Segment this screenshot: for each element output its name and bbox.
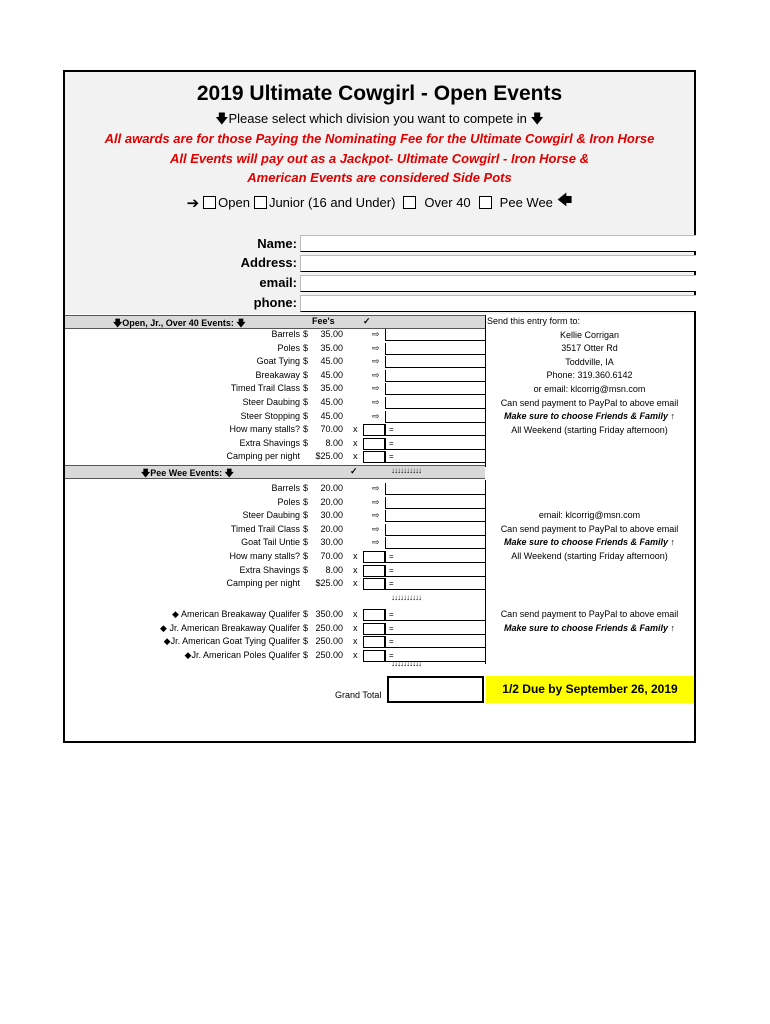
subtitle-text: Please select which division you want to compete in xyxy=(228,111,527,126)
quantity-field[interactable] xyxy=(363,424,385,436)
address-label: Address: xyxy=(240,255,297,270)
dollar-sign: $ xyxy=(303,329,309,339)
name-field[interactable] xyxy=(300,235,696,252)
down-arrows-icon: ↓↓↓↓↓↓↓↓↓↓ xyxy=(391,593,421,602)
event-label: Barrels xyxy=(271,483,300,493)
equals-sign: = xyxy=(389,650,394,660)
quantity-field[interactable] xyxy=(363,609,385,621)
times-sign: x xyxy=(353,636,358,647)
times-sign: x xyxy=(353,609,358,619)
pee-wee-band xyxy=(65,465,485,479)
dollar-sign: $ xyxy=(303,609,309,619)
info-line: Can send payment to PayPal to above email xyxy=(500,523,679,534)
fee-amount: $25.00 xyxy=(315,578,343,589)
due-date-banner: 1/2 Due by September 26, 2019 xyxy=(486,676,694,703)
equals-sign: = xyxy=(389,579,394,589)
division-selector xyxy=(65,190,694,215)
check-icon: ✓ xyxy=(350,466,358,476)
event-label: ◆Jr. American Poles Qualifer xyxy=(184,649,300,660)
arrow-icon: ⇨ xyxy=(372,383,380,394)
entry-field[interactable] xyxy=(385,483,485,495)
division-pee-wee-label: Pee Wee xyxy=(499,195,553,210)
arrow-icon: ⇨ xyxy=(372,329,380,339)
grand-total-field[interactable] xyxy=(387,676,484,703)
entry-field[interactable] xyxy=(385,510,485,522)
fee-amount: 30.00 xyxy=(320,510,343,521)
equals-sign: = xyxy=(389,552,394,561)
event-label: Barrels xyxy=(271,329,300,339)
times-sign: x xyxy=(353,424,358,435)
total-field[interactable] xyxy=(385,609,485,621)
total-field[interactable] xyxy=(385,623,485,635)
info-line: Toddville, IA xyxy=(565,356,614,367)
entry-field[interactable] xyxy=(385,497,485,509)
info-line: Can send payment to PayPal to above email xyxy=(500,609,679,619)
subtitle xyxy=(65,110,694,132)
down-arrow-icon: 🡇 xyxy=(530,111,544,126)
event-label: Camping per night xyxy=(226,578,300,589)
fee-amount: 45.00 xyxy=(320,410,343,421)
side-pots-note: American Events are considered Side Pots xyxy=(247,170,512,185)
phone-field[interactable] xyxy=(300,295,696,312)
equals-sign: = xyxy=(389,425,394,435)
division-over-40-label: Over 40 xyxy=(424,195,471,210)
event-label: Steer Stopping xyxy=(240,410,300,421)
fee-amount: $25.00 xyxy=(315,451,343,462)
fee-amount: 250.00 xyxy=(315,622,343,633)
dollar-sign: $ xyxy=(303,622,309,633)
event-label: Timed Trail Class xyxy=(230,523,300,534)
grand-total-label: Grand Total xyxy=(335,690,382,700)
awards-note: All awards are for those Paying the Nominating Fee for the Ultimate Cowgirl & Iron Horse xyxy=(104,131,655,146)
arrow-icon: ⇨ xyxy=(372,537,380,548)
jackpot-note: All Events will pay out as a Jackpot- Ultimate Cowgirl - Iron Horse & xyxy=(170,151,589,166)
info-line: All Weekend (starting Friday afternoon) xyxy=(511,550,668,561)
division-open-label: Open xyxy=(218,195,250,210)
event-label: Steer Daubing xyxy=(242,510,300,521)
dollar-sign: $ xyxy=(303,564,309,575)
event-label: Steer Daubing xyxy=(242,397,300,407)
info-line: email: klcorrig@msn.com xyxy=(538,510,641,520)
info-line: Make sure to choose Friends & Family ↑ xyxy=(503,537,676,548)
times-sign: x xyxy=(353,437,358,448)
dollar-sign: $ xyxy=(303,523,309,534)
right-arrow-icon: ➔ xyxy=(186,194,200,212)
fees-label: Fee's xyxy=(312,316,335,326)
total-field[interactable] xyxy=(385,551,485,563)
fee-amount: 350.00 xyxy=(315,609,343,619)
dollar-sign: $ xyxy=(303,369,309,380)
email-label: email: xyxy=(259,275,297,290)
checkbox-junior[interactable] xyxy=(254,196,267,209)
entry-field[interactable] xyxy=(385,411,485,423)
contact-section xyxy=(65,234,694,314)
times-sign: x xyxy=(353,578,358,589)
equals-sign: = xyxy=(389,438,394,448)
checkbox-pee-wee[interactable] xyxy=(479,196,492,209)
arrow-icon: ⇨ xyxy=(372,410,380,421)
info-line: 3517 Otter Rd xyxy=(561,343,618,354)
times-sign: x xyxy=(353,564,358,575)
fee-amount: 8.00 xyxy=(325,564,343,575)
dollar-sign: $ xyxy=(303,510,309,521)
page-title: 2019 Ultimate Cowgirl - Open Events xyxy=(196,82,563,105)
dollar-sign: $ xyxy=(303,636,309,647)
event-label: Camping per night xyxy=(226,451,300,462)
times-sign: x xyxy=(353,622,358,633)
equals-sign: = xyxy=(389,565,394,575)
equals-sign: = xyxy=(389,452,394,462)
left-arrow-icon: 🡄 xyxy=(556,192,573,209)
dollar-sign: $ xyxy=(303,483,309,493)
dollar-sign: $ xyxy=(303,537,309,548)
quantity-field[interactable] xyxy=(363,650,385,662)
fee-amount: 70.00 xyxy=(320,551,343,561)
arrow-icon: ⇨ xyxy=(372,523,380,534)
down-arrows-icon: ↓↓↓↓↓↓↓↓↓↓ xyxy=(391,659,421,668)
dollar-sign: $ xyxy=(303,383,309,394)
info-line: Send this entry form to: xyxy=(487,316,581,326)
division-junior-label: Junior (16 and Under) xyxy=(268,195,396,210)
checkbox-over-40[interactable] xyxy=(403,196,416,209)
entry-field[interactable] xyxy=(385,524,485,536)
fee-amount: 35.00 xyxy=(320,329,343,339)
event-label: ◆ Jr. American Breakaway Qualifer xyxy=(160,622,300,633)
fee-amount: 20.00 xyxy=(320,483,343,493)
event-label: Extra Shavings xyxy=(239,564,300,575)
times-sign: x xyxy=(353,551,358,561)
dollar-sign: $ xyxy=(303,496,309,507)
info-line: Can send payment to PayPal to above email xyxy=(500,397,679,408)
info-line: Make sure to choose Friends & Family ↑ xyxy=(503,622,676,633)
down-arrows-icon: ↓↓↓↓↓↓↓↓↓↓ xyxy=(391,466,421,475)
dollar-sign: $ xyxy=(303,424,309,435)
quantity-field[interactable] xyxy=(363,438,385,450)
email-field[interactable] xyxy=(300,275,696,292)
total-field[interactable] xyxy=(385,578,485,590)
fee-amount: 45.00 xyxy=(320,356,343,367)
entry-form xyxy=(63,70,696,743)
event-label: ◆ American Breakaway Qualifer xyxy=(172,609,300,619)
dollar-sign: $ xyxy=(303,437,309,448)
fee-amount: 35.00 xyxy=(320,383,343,394)
times-sign: x xyxy=(353,451,358,462)
address-field[interactable] xyxy=(300,255,696,272)
event-label: Goat Tail Untie xyxy=(241,537,300,548)
info-line: Make sure to choose Friends & Family ↑ xyxy=(503,411,676,422)
dollar-sign: $ xyxy=(303,356,309,367)
open-events-band xyxy=(65,315,485,329)
info-line: Phone: 319.360.6142 xyxy=(546,370,633,381)
arrow-icon: ⇨ xyxy=(372,496,380,507)
dollar-sign: $ xyxy=(303,397,309,407)
checkbox-open[interactable] xyxy=(203,196,216,209)
down-arrow-icon: 🡇 xyxy=(215,111,229,126)
info-line: All Weekend (starting Friday afternoon) xyxy=(511,424,668,435)
fee-amount: 45.00 xyxy=(320,397,343,407)
pee-wee-heading: 🡇Pee Wee Events: 🡇 xyxy=(141,468,234,478)
info-line: Kellie Corrigan xyxy=(559,329,620,340)
event-label: Poles xyxy=(277,342,300,353)
fee-amount: 70.00 xyxy=(320,424,343,435)
arrow-icon: ⇨ xyxy=(372,397,380,407)
arrow-icon: ⇨ xyxy=(372,342,380,353)
fee-amount: 250.00 xyxy=(315,649,343,660)
event-label: Goat Tying xyxy=(256,356,300,367)
quantity-field[interactable] xyxy=(363,636,385,648)
event-label: How many stalls? xyxy=(229,424,300,435)
fee-amount: 20.00 xyxy=(320,523,343,534)
total-field[interactable] xyxy=(385,451,485,463)
fee-amount: 8.00 xyxy=(325,437,343,448)
fee-amount: 30.00 xyxy=(320,537,343,548)
event-label: How many stalls? xyxy=(229,551,300,561)
fee-amount: 250.00 xyxy=(315,636,343,647)
open-events-heading: 🡇Open, Jr., Over 40 Events: 🡇 xyxy=(113,318,246,328)
dollar-sign: $ xyxy=(303,649,309,660)
form-header xyxy=(65,72,694,235)
equals-sign: = xyxy=(389,610,394,619)
entry-field[interactable] xyxy=(385,397,485,409)
fee-amount: 20.00 xyxy=(320,496,343,507)
event-label: Timed Trail Class xyxy=(230,383,300,394)
event-label: ◆Jr. American Goat Tying Qualifer xyxy=(163,636,300,647)
check-icon: ✓ xyxy=(363,316,371,326)
equals-sign: = xyxy=(389,623,394,633)
entry-field[interactable] xyxy=(385,383,485,395)
times-sign: x xyxy=(353,649,358,660)
entry-field[interactable] xyxy=(385,329,485,341)
quantity-field[interactable] xyxy=(363,451,385,463)
total-field[interactable] xyxy=(385,636,485,648)
quantity-field[interactable] xyxy=(363,623,385,635)
quantity-field[interactable] xyxy=(363,551,385,563)
total-field[interactable] xyxy=(385,565,485,577)
entry-field[interactable] xyxy=(385,343,485,355)
name-label: Name: xyxy=(257,236,297,251)
entry-field[interactable] xyxy=(385,537,485,549)
event-label: Poles xyxy=(277,496,300,507)
entry-field[interactable] xyxy=(385,356,485,368)
dollar-sign: $ xyxy=(303,551,309,561)
fee-amount: 35.00 xyxy=(320,342,343,353)
entry-field[interactable] xyxy=(385,370,485,382)
fee-amount: 45.00 xyxy=(320,369,343,380)
phone-label: phone: xyxy=(253,295,297,310)
arrow-icon: ⇨ xyxy=(372,356,380,367)
arrow-icon: ⇨ xyxy=(372,483,380,493)
total-field[interactable] xyxy=(385,438,485,450)
arrow-icon: ⇨ xyxy=(372,369,380,380)
info-line: or email: klcorrig@msn.com xyxy=(533,384,646,394)
total-field[interactable] xyxy=(385,424,485,436)
quantity-field[interactable] xyxy=(363,565,385,577)
arrow-icon: ⇨ xyxy=(372,510,380,521)
quantity-field[interactable] xyxy=(363,578,385,590)
equals-sign: = xyxy=(389,637,394,647)
event-label: Breakaway xyxy=(255,369,300,380)
dollar-sign: $ xyxy=(303,410,309,421)
event-label: Extra Shavings xyxy=(239,437,300,448)
dollar-sign: $ xyxy=(303,342,309,353)
